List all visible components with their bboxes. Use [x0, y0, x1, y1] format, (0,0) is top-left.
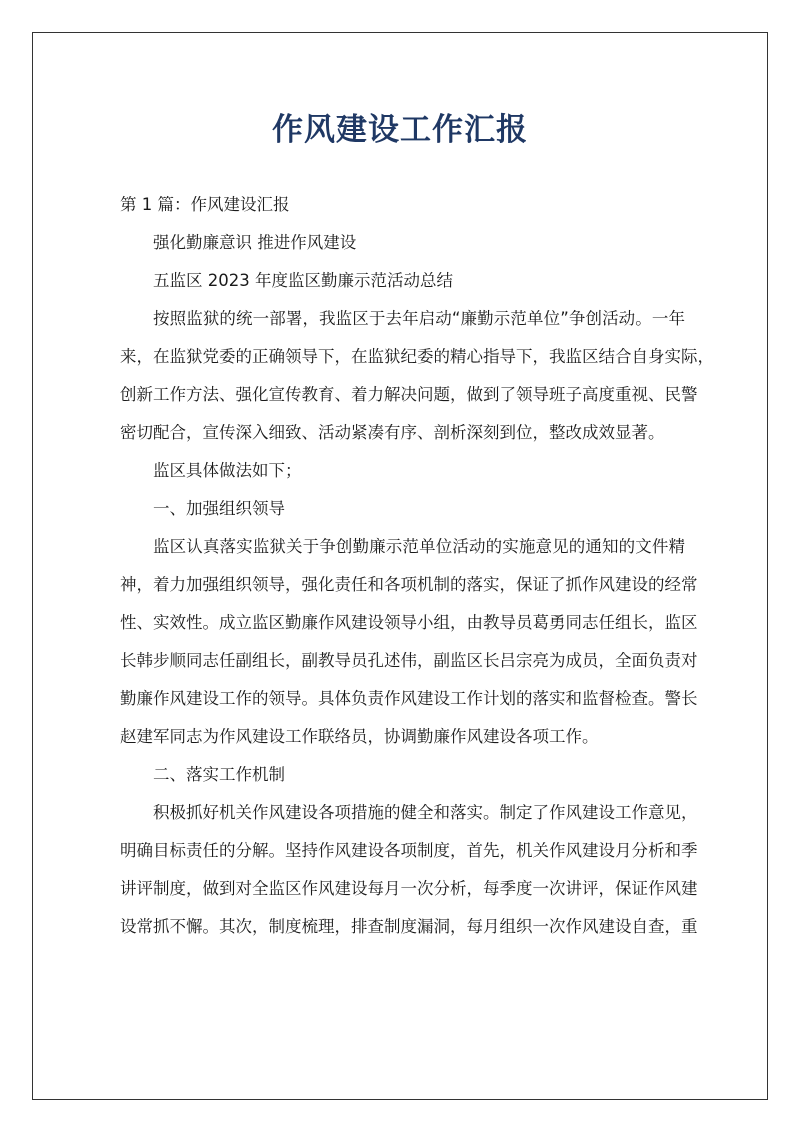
text-line: 长韩步顺同志任副组长，副教导员孔述伟，副监区长吕宗亮为成员，全面负责对: [120, 651, 698, 670]
text-line: 神，着力加强组织领导，强化责任和各项机制的落实，保证了抓作风建设的经常: [120, 575, 698, 594]
text-line: 设常抓不懈。其次，制度梳理，排查制度漏洞，每月组织一次作风建设自查，重: [120, 917, 698, 936]
text-line: 性、实效性。成立监区勤廉作风建设领导小组，由教导员葛勇同志任组长，监区: [120, 613, 698, 632]
text-line: 来，在监狱党委的正确领导下，在监狱纪委的精心指导下，我监区结合自身实际，: [120, 347, 714, 366]
text-line: 明确目标责任的分解。坚持作风建设各项制度，首先，机关作风建设月分析和季: [120, 841, 698, 860]
text-line: 五监区 2023 年度监区勤廉示范活动总结: [153, 271, 453, 290]
text-line: 强化勤廉意识 推进作风建设: [153, 233, 357, 252]
text-line: 赵建军同志为作风建设工作联络员，协调勤廉作风建设各项工作。: [120, 727, 599, 746]
text-line: 创新工作方法、强化宣传教育、着力解决问题，做到了领导班子高度重视、民警: [120, 385, 698, 404]
document-body: [120, 186, 714, 946]
text-line: 密切配合，宣传深入细致、活动紧凑有序、剖析深刻到位，整改成效显著。: [120, 423, 665, 442]
text-line: 讲评制度，做到对全监区作风建设每月一次分析，每季度一次讲评，保证作风建: [120, 879, 698, 898]
text-line: 监区认真落实监狱关于争创勤廉示范单位活动的实施意见的通知的文件精: [153, 537, 685, 556]
text-line: 一、加强组织领导: [153, 499, 285, 518]
text-line: 二、落实工作机制: [153, 765, 285, 784]
text-line: 积极抓好机关作风建设各项措施的健全和落实。制定了作风建设工作意见，: [153, 803, 698, 822]
text-line: 勤廉作风建设工作的领导。具体负责作风建设工作计划的落实和监督检查。警长: [120, 689, 698, 708]
text-line: 按照监狱的统一部署，我监区于去年启动“廉勤示范单位”争创活动。一年: [153, 309, 685, 328]
text-line: 第 1 篇：作风建设汇报: [120, 195, 290, 214]
document-title: 作风建设工作汇报: [272, 112, 528, 148]
text-line: 监区具体做法如下；: [153, 461, 302, 480]
